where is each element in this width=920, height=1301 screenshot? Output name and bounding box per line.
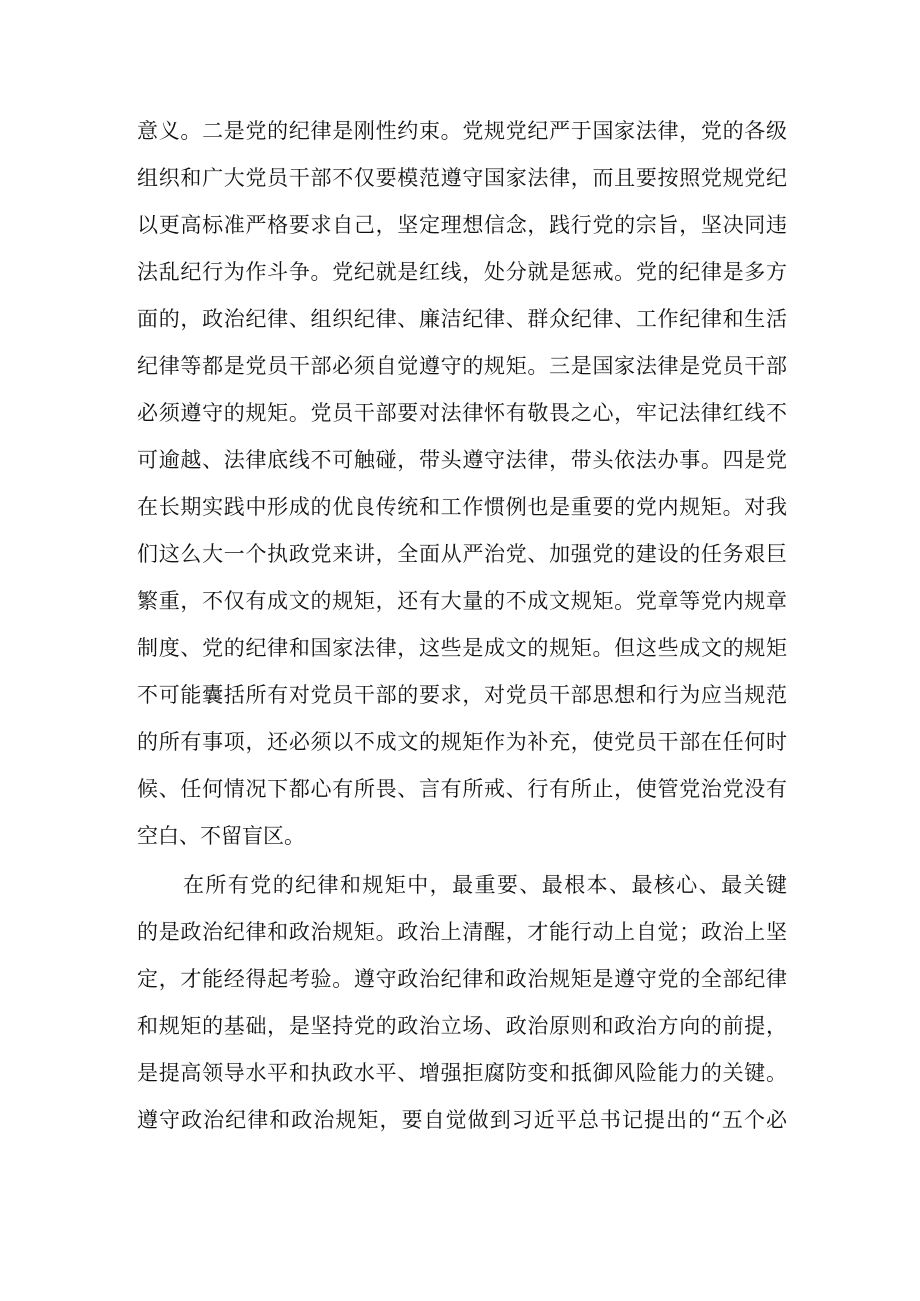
text-line: 候、任何情况下都心有所畏、言有所戒、行有所止，使管党治党没有 — [137, 777, 787, 801]
text-line: 组织和广大党员干部不仅要模范遵守国家法律，而且要按照党规党纪 — [137, 166, 787, 190]
text-line: 是提高领导水平和执政水平、增强拒腐防变和抵御风险能力的关键。 — [137, 1061, 787, 1085]
text-line: 以更高标准严格要求自己，坚定理想信念，践行党的宗旨，坚决同违 — [137, 213, 787, 237]
text-line: 必须遵守的规矩。党员干部要对法律怀有敬畏之心，牢记法律红线不 — [137, 401, 787, 425]
text-line: 在所有党的纪律和规矩中，最重要、最根本、最核心、最关键 — [183, 873, 787, 897]
paragraph-1 — [137, 108, 787, 860]
text-line: 空白、不留盲区。 — [137, 824, 305, 848]
text-line: 在长期实践中形成的优良传统和工作惯例也是重要的党内规矩。对我 — [137, 495, 787, 519]
text-line: 面的，政治纪律、组织纪律、廉洁纪律、群众纪律、工作纪律和生活 — [137, 307, 787, 331]
text-line: 法乱纪行为作斗争。党纪就是红线，处分就是惩戒。党的纪律是多方 — [137, 260, 787, 284]
text-line: 可逾越、法律底线不可触碰，带头遵守法律，带头依法办事。四是党 — [137, 448, 787, 472]
text-line: 制度、党的纪律和国家法律，这些是成文的规矩。但这些成文的规矩 — [137, 636, 787, 660]
text-line: 纪律等都是党员干部必须自觉遵守的规矩。三是国家法律是党员干部 — [137, 354, 787, 378]
text-line: 的是政治纪律和政治规矩。政治上清醒，才能行动上自觉；政治上坚 — [137, 920, 787, 944]
paragraph-2 — [137, 862, 787, 1144]
text-line: 定，才能经得起考验。遵守政治纪律和政治规矩是遵守党的全部纪律 — [137, 967, 787, 991]
text-line: 繁重，不仅有成文的规矩，还有大量的不成文规矩。党章等党内规章 — [137, 589, 787, 613]
text-line: 不可能囊括所有对党员干部的要求，对党员干部思想和行为应当规范 — [137, 683, 787, 707]
text-line: 意义。二是党的纪律是刚性约束。党规党纪严于国家法律，党的各级 — [137, 119, 787, 143]
text-line: 们这么大一个执政党来讲，全面从严治党、加强党的建设的任务艰巨 — [137, 542, 787, 566]
text-line: 和规矩的基础，是坚持党的政治立场、政治原则和政治方向的前提， — [137, 1014, 787, 1038]
text-line: 遵守政治纪律和政治规矩，要自觉做到习近平总书记提出的“五个必 — [137, 1108, 787, 1132]
text-line: 的所有事项，还必须以不成文的规矩作为补充，使党员干部在任何时 — [137, 730, 787, 754]
